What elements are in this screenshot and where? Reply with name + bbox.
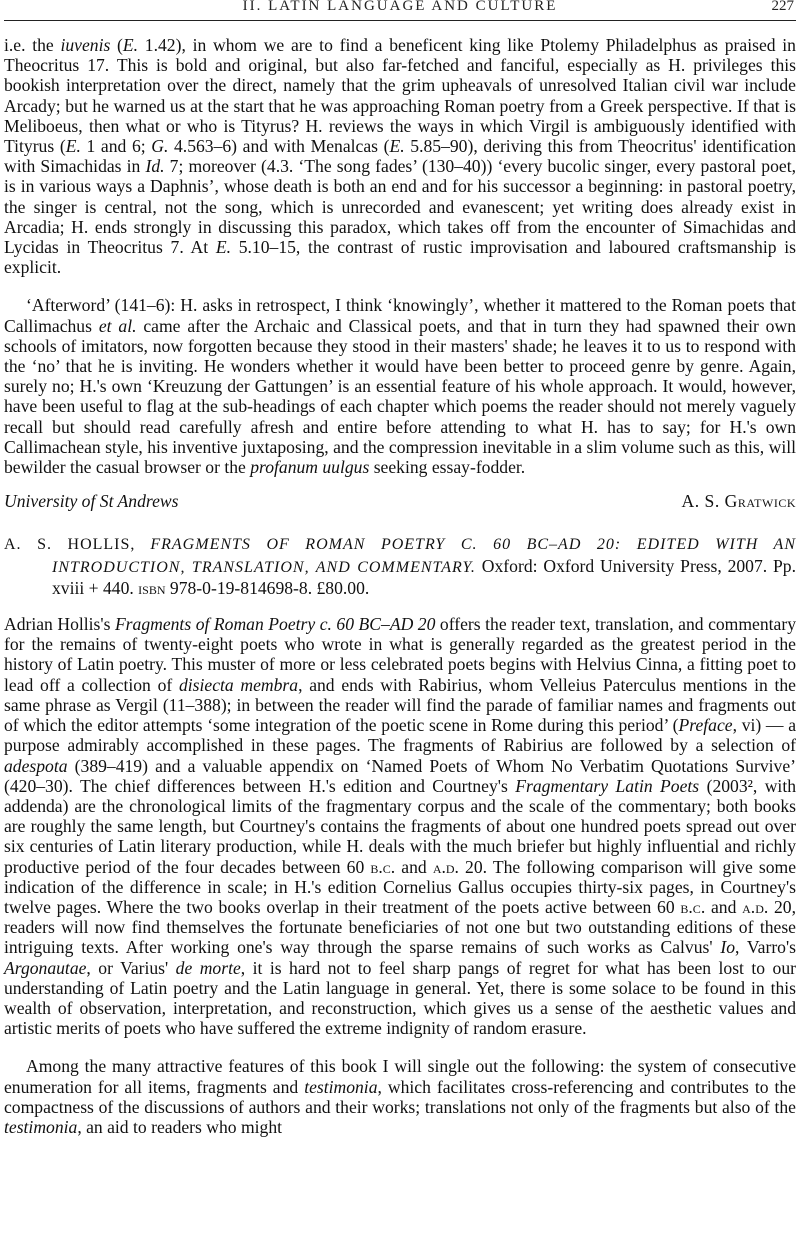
page-content [4,35,796,1137]
small-caps-run: b.c. [680,896,706,917]
italic-run: de morte [175,957,241,978]
italic-run: Io [720,937,735,958]
italic-run: G. [151,136,169,157]
running-head-title: II. LATIN LANGUAGE AND CULTURE [242,0,558,14]
paragraph-3: Adrian Hollis's Fragments of Roman Poetry c. 60 BC–AD 20 offers the reader text, translation, and commentary for the remains of twenty-eight poets who wrote in what is generally regarded as the greatest period in the history of Latin poetry. This muster of more or less celebrated poets begins with Helvius Cinna, a fitting poet to lead off a collection of disiecta membra, and ends with Rabirius, whom Velleius Paterculus mentions in the same phrase as Vergil (11–388); in between the reader will find the parade of familiar names and fragments out of which the editor attempts ‘some integration of the poetic scene in Rome during this period’ (Preface, vi) — a purpose admirably accomplished in these pages. The fragments of Rabirius are followed by a selection of adespota (389–419) and a valuable appendix on ‘Named Poets of Whom No Verbatim Quotations Survive’ (420–30). The chief differences between H.'s edition and Courtney's Fragmentary Latin Poets (2003², with addenda) are the chronological limits of the fragmentary corpus and the scale of the commentary; both books are roughly the same length, but Courtney's contains the fragments of about one hundred poets spread out over six centuries of Latin literary production, while H. deals with the much briefer but highly influential and richly productive period of the four decades between 60 b.c. and a.d. 20. The following comparison will give some indication of the difference in scale; in H.'s edition Cornelius Gallus occupies thirty-six pages, in Courtney's twelve pages. Where the two books overlap in their treatment of the poets active between 60 b.c. and a.d. 20, readers will now find themselves the fortunate beneficiaries of not one but two outstanding editions of these intriguing texts. After working one's way through the sparse remains of such works as Calvus' Io, Varro's Argonautae, or Varius' de morte, it is hard not to feel sharp pangs of regret for what has been lost to our understanding of Latin poetry and the Latin language in general. Yet, there is some solace to be found in this wealth of observation, interpretation, and reconstruction, which gives us a sense of the aesthetic values and artistic merits of poets who have suffered the extreme indignity of random erasure. [4,614,797,1039]
small-caps-run: b.c. [370,856,396,877]
italic-run: E. [65,136,81,157]
italic-run: Preface [678,715,733,736]
review-heading [4,533,796,598]
reviewer-name: A. S. Gratwick [681,491,796,512]
italic-run: testimonia [304,1076,378,1097]
isbn-label: isbn [138,577,166,598]
italic-run: Id. [145,156,165,177]
book-title: FRAGMENTS OF ROMAN POETRY C. 60 BC–AD 20: EDITED WITH AN INTRODUCTION, TRANSLATION, AND COMMENTARY. [52,536,797,576]
italic-run: Fragments of Roman Poetry c. 60 BC–AD 20 [114,614,436,635]
small-caps-run: a.d. [432,856,459,877]
italic-run: adespota [4,755,68,776]
italic-run: iuvenis [60,35,111,55]
italic-run: E. [215,237,231,258]
small-caps-run: a.d. [742,896,769,917]
italic-run: Fragmentary Latin Poets [515,775,700,796]
paragraph-4: Among the many attractive features of this book I will single out the following: the system of consecutive enumeration for all items, fragments and testimonia, which facilitates cross-referencing and contributes to the compactness of the discussions of authors and their works; translations not only of the fragments but also of the testimonia, an aid to readers who might [4,1056,796,1137]
page-number: 227 [771,0,794,14]
paragraph-2: ‘Afterword’ (141–6): H. asks in retrospect, I think ‘knowingly’, whether it mattered to the Roman poets that Callimachus et al. came after the Archaic and Classical poets, and that in turn they had spawned their own schools of imitators, now forgotten because they stood in their masters' shade; he leaves it to us to respond with the ‘no’ that he is inviting. He wonders whether it would have been better to proceed genre by genre. Again, surely no; H.'s own ‘Kreuzung der Gattungen’ is an essential feature of his whole approach. It would, however, have been useful to flag at the sub-headings of each chapter which poems the reader should not merely vaguely recall but should read carefully afresh and entire before attending to what H. has to say; for H.'s own Callimachean style, his inventive juxtaposing, and the compression inevitable in a slim volume such as this, will bewilder the casual browser or the profanum uulgus seeking essay-fodder. [4,295,796,478]
reviewer-institution: University of St Andrews [4,491,179,512]
italic-run: Argonautae [4,957,87,978]
running-head [4,0,796,21]
paragraph-1: i.e. the iuvenis (E. 1.42), in whom we are to find a beneficent king like Ptolemy Philadelphus as praised in Theocritus 17. This is bold and original, but also far-fetched and fanciful, especially as H. privileges this bookish interpretation over the direct, namely that the grim upheavals of unresolved Italian civil war include Arcady; but he warned us at the start that he was approaching Roman poetry from a Greek perspective. If that is Meliboeus, then what or who is Tityrus? H. reviews the ways in which Virgil is ambiguously identified with Tityrus (E. 1 and 6; G. 4.563–6) and with Menalcas (E. 5.85–90), deriving this from Theocritus' identification with Simachidas in Id. 7; moreover (4.3. ‘The song fades’ (130–40)) ‘every bucolic singer, every pastoral poet, is in various ways a Daphnis’, whose death is both an end and for his successor a beginning: in pastoral poetry, the singer is central, not the song, which is unrecorded and evanescent; yet writing does already exist in Arcadia; H. ends strongly in discussing this paradox, which takes off from the encounter of Simachidas and Lycidas in Theocritus 7. At E. 5.10–15, the contrast of rustic improvisation and laboured craftsmanship is explicit. [4,35,796,278]
italic-run: disiecta membra [178,674,299,695]
italic-run: testimonia [4,1116,78,1137]
reviewer-signoff [4,491,796,511]
italic-run: E. [122,35,139,55]
isbn-details: 978-0-19-814698-8. £80.00. [165,577,370,598]
book-publisher: Oxford: Oxford University Press, 2007. Pp. xviii + 440. [52,555,797,598]
italic-run: profanum uulgus [250,457,370,478]
italic-run: E. [389,136,405,157]
book-author: A. S. HOLLIS, [4,536,136,554]
italic-run: et al. [98,315,137,336]
